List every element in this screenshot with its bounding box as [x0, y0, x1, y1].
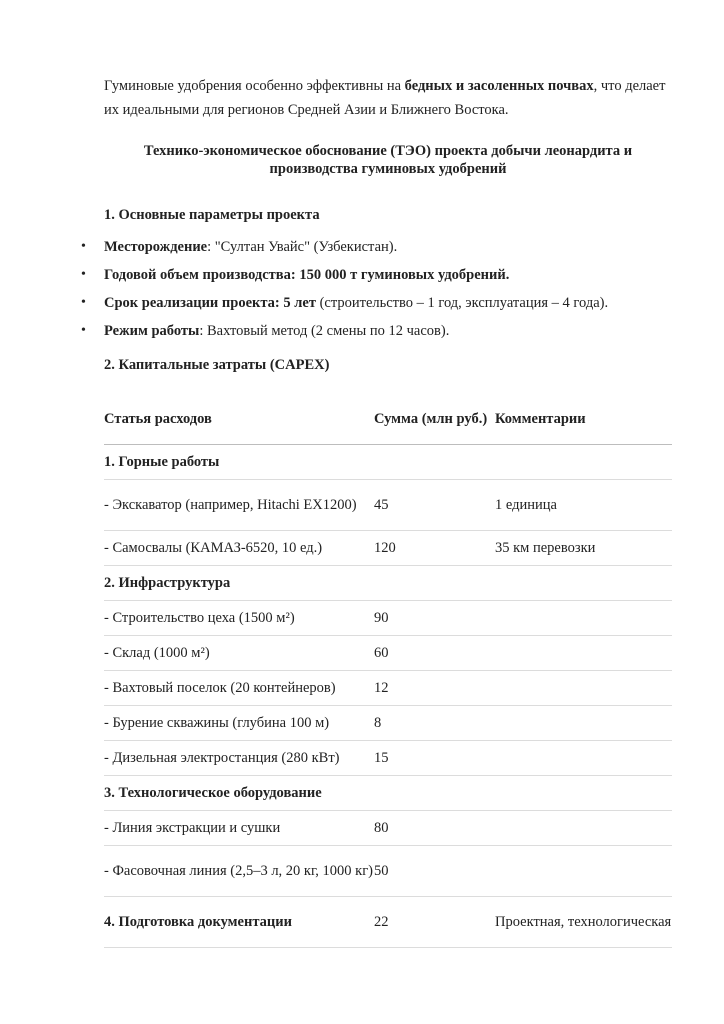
param-value: Вахтовый метод (2 смены по 12 часов).	[207, 323, 450, 339]
param-value: "Султан Увайс" (Узбекистан).	[214, 239, 398, 255]
cell-sum: 60	[374, 644, 389, 661]
cell-sum: 80	[374, 819, 389, 836]
cell-comment	[495, 671, 672, 706]
document-page	[104, 74, 672, 948]
cell-sum	[374, 445, 495, 480]
param-note: (строительство – 1 год, эксплуатация – 4 года).	[315, 295, 609, 311]
cell-comment	[495, 846, 672, 897]
cell-sum: 12	[374, 679, 389, 696]
table-row	[104, 601, 672, 636]
cell-sum	[374, 566, 495, 601]
table-row	[104, 776, 672, 811]
cell-item: 3. Технологическое оборудование	[104, 784, 322, 801]
cell-comment: 1 единица	[495, 496, 557, 513]
table-row	[104, 897, 672, 948]
header-comment: Комментарии	[495, 410, 586, 427]
header-sum: Сумма (млн руб.)	[374, 410, 488, 427]
cell-sum: 90	[374, 609, 389, 626]
cell-comment	[495, 741, 672, 776]
table-row	[104, 531, 672, 566]
param-value: 5 лет	[283, 295, 316, 311]
cell-sum: 22	[374, 913, 389, 930]
table-row	[104, 636, 672, 671]
capex-table	[104, 394, 672, 948]
param-label: Срок реализации проекта	[104, 295, 275, 311]
cell-sum	[374, 776, 495, 811]
cell-item: - Вахтовый поселок (20 контейнеров)	[104, 679, 336, 696]
cell-item: - Самосвалы (КАМАЗ-6520, 10 ед.)	[104, 539, 323, 556]
document-title: Технико-экономическое обоснование (ТЭО) проекта добычи леонардита и производства гуминовых удобрений	[143, 143, 633, 177]
cell-comment	[495, 601, 672, 636]
table-row	[104, 741, 672, 776]
header-item: Статья расходов	[104, 410, 212, 427]
parameters-list	[104, 238, 672, 340]
param-duration: • Срок реализации проекта: 5 лет (строительство – 1 год, эксплуатация – 4 года).	[104, 294, 672, 312]
cell-comment	[495, 706, 672, 741]
param-label: Месторождение	[104, 239, 208, 255]
param-work-mode: • Режим работы: Вахтовый метод (2 смены по 12 часов).	[104, 322, 672, 340]
param-annual-volume: • Годовой объем производства: 150 000 т гуминовых удобрений.	[104, 266, 672, 284]
cell-comment: Проектная, технологическая	[495, 913, 672, 930]
cell-item: - Фасовочная линия (2,5–3 л, 20 кг, 1000 кг)	[104, 862, 373, 879]
cell-item: 4. Подготовка документации	[104, 913, 292, 930]
cell-comment	[495, 636, 672, 671]
cell-sum: 120	[374, 539, 396, 556]
param-label: Годовой объем производства	[104, 267, 291, 283]
intro-text-2: , что делает их идеальными для регионов Средней Азии и Ближнего Востока.	[104, 78, 666, 118]
cell-item: - Бурение скважины (глубина 100 м)	[104, 714, 330, 731]
intro-bold-text: бедных и засоленных почвах	[404, 78, 594, 94]
cell-sum: 45	[374, 496, 389, 513]
cell-sum: 15	[374, 749, 389, 766]
cell-item: - Дизельная электростанция (280 кВт)	[104, 749, 340, 766]
section-2-heading: 2. Капитальные затраты (CAPEX)	[104, 357, 330, 373]
cell-comment: 35 км перевозки	[495, 539, 596, 556]
section-1-heading: 1. Основные параметры проекта	[104, 207, 320, 223]
param-value: 150 000 т гуминовых удобрений	[299, 267, 506, 283]
cell-comment	[495, 811, 672, 846]
table-row	[104, 706, 672, 741]
cell-sum: 8	[374, 714, 382, 731]
table-row	[104, 445, 672, 480]
intro-text-1: Гуминовые удобрения особенно эффективны на	[104, 78, 405, 94]
intro-paragraph	[104, 74, 672, 122]
table-row	[104, 566, 672, 601]
param-label: Режим работы	[104, 323, 200, 339]
table-row	[104, 480, 672, 531]
table-row	[104, 671, 672, 706]
table-row	[104, 811, 672, 846]
cell-sum: 50	[374, 862, 389, 879]
cell-comment	[495, 445, 672, 480]
cell-item: - Склад (1000 м²)	[104, 644, 210, 661]
cell-item: 2. Инфраструктура	[104, 574, 231, 591]
table-row	[104, 846, 672, 897]
param-deposit: • Месторождение: "Султан Увайс" (Узбекистан).	[104, 238, 672, 256]
cell-item: - Экскаватор (например, Hitachi EX1200)	[104, 496, 357, 513]
cell-item: 1. Горные работы	[104, 453, 220, 470]
cell-item: - Линия экстракции и сушки	[104, 819, 281, 836]
cell-comment	[495, 566, 672, 601]
table-header-row	[104, 394, 672, 445]
cell-item: - Строительство цеха (1500 м²)	[104, 609, 295, 626]
cell-comment	[495, 776, 672, 811]
